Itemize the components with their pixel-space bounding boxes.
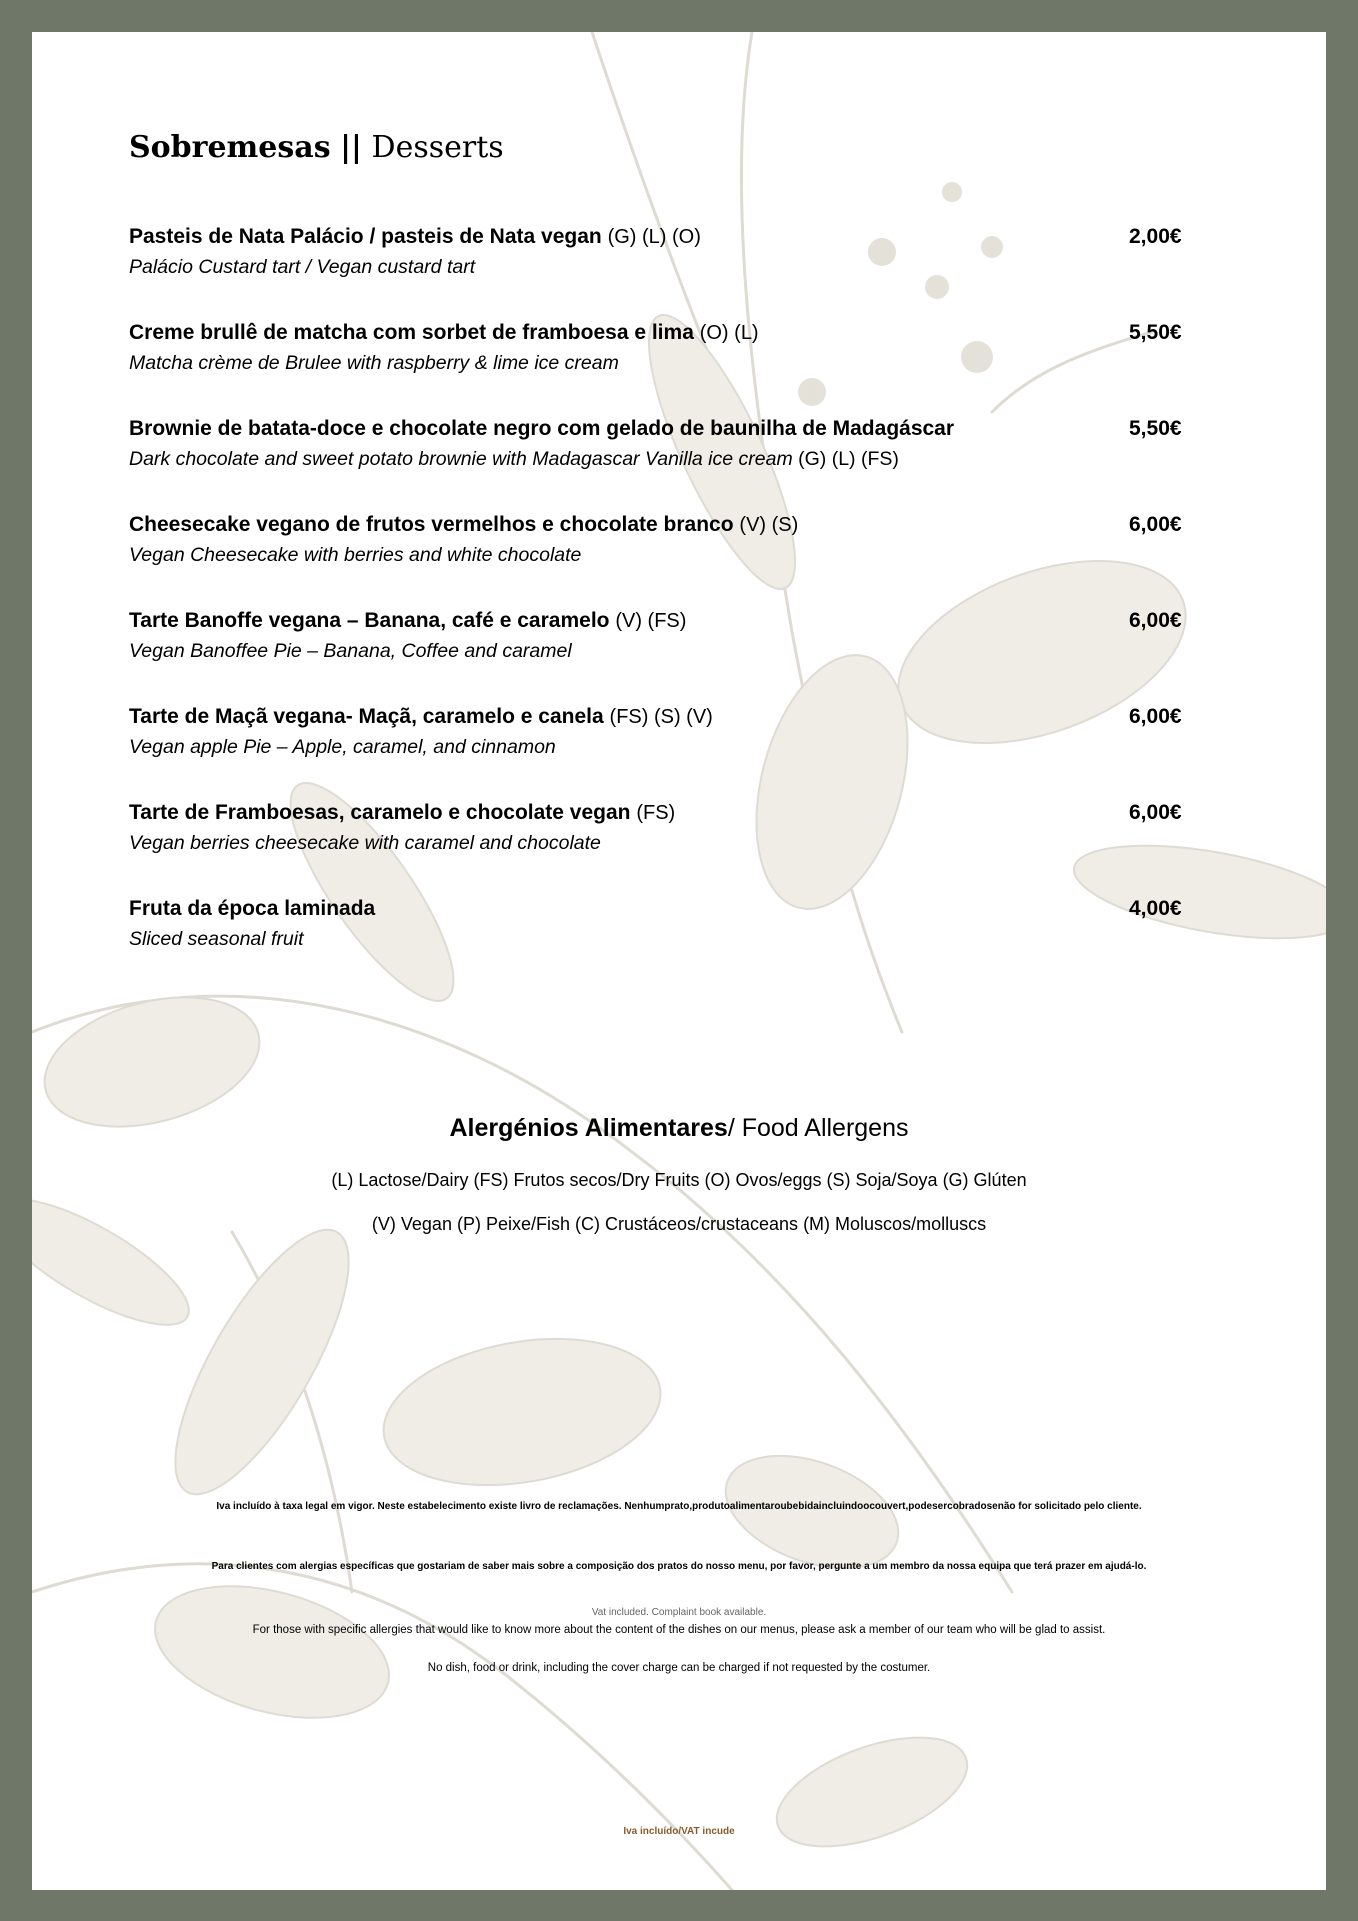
allergy-notice-pt: Para clientes com alergias específicas que gostariam de saber mais sobre a composição dos pratos do nosso menu, por favor, pergunte a um membro da nossa equipa que terá prazer em ajudá-lo. <box>211 1561 1147 1572</box>
item-name-en: Sliced seasonal fruit <box>129 928 304 950</box>
item-price: 5,50€ <box>1129 417 1182 440</box>
title-separator: || <box>340 130 362 165</box>
item-name-en: Vegan apple Pie – Apple, caramel, and cinnamon <box>129 736 556 758</box>
item-name-pt: Tarte de Maçã vegana- Maçã, caramelo e canela <box>129 705 604 728</box>
vat-footer: Iva incluído/VAT incude <box>623 1826 735 1837</box>
legal-notice-pt: Iva incluído à taxa legal em vigor. Neste estabelecimento existe livro de reclamações. Nenhumprato,produtoalimentaroubebidaincluindoocouvert,podesercobradosenão for solicitado pelo cliente. <box>216 1501 1142 1512</box>
menu-item <box>129 510 1182 570</box>
allergens-heading <box>32 1114 1326 1143</box>
item-name-en: Vegan Cheesecake with berries and white chocolate <box>129 544 582 566</box>
item-name-pt: Brownie de batata-doce e chocolate negro com gelado de baunilha de Madagáscar <box>129 417 955 440</box>
title-pt: Sobremesas <box>129 130 331 165</box>
item-name-en: Palácio Custard tart / Vegan custard tart <box>129 256 476 278</box>
page-title <box>129 130 504 165</box>
menu-item <box>129 798 1182 858</box>
item-name-pt: Pasteis de Nata Palácio / pasteis de Nata vegan <box>129 225 602 248</box>
item-name-en: Vegan berries cheesecake with caramel and chocolate <box>129 832 601 854</box>
cover-charge-notice: No dish, food or drink, including the cover charge can be charged if not requested by the costumer. <box>427 1662 931 1674</box>
item-name-pt: Creme brullê de matcha com sorbet de framboesa e lima <box>129 321 694 344</box>
item-price: 6,00€ <box>1129 705 1182 728</box>
allergens-title-pt: Alergénios Alimentares <box>449 1114 728 1142</box>
menu-item <box>129 414 1182 474</box>
menu-item <box>129 894 1182 954</box>
menu-item <box>129 606 1182 666</box>
item-price: 6,00€ <box>1129 609 1182 632</box>
allergens-title-en: / Food Allergens <box>727 1114 909 1142</box>
item-price: 6,00€ <box>1129 801 1182 824</box>
item-allergens: (FS) <box>636 802 676 824</box>
allergen-legend-line: (L) Lactose/Dairy (FS) Frutos secos/Dry Fruits (O) Ovos/eggs (S) Soja/Soya (G) Glúten <box>331 1170 1027 1190</box>
item-price: 4,00€ <box>1129 897 1182 920</box>
item-name-pt: Fruta da época laminada <box>129 897 376 920</box>
item-allergens: (FS) (S) (V) <box>609 706 713 728</box>
menu-item <box>129 222 1182 282</box>
item-name-pt: Tarte Banoffe vegana – Banana, café e caramelo <box>129 609 610 632</box>
item-allergens-en: (G) (L) (FS) <box>798 448 899 470</box>
item-price: 6,00€ <box>1129 513 1182 536</box>
allergy-notice-en: For those with specific allergies that would like to know more about the content of the dishes on our menus, please ask a member of our team who will be glad to assist. <box>252 1624 1106 1636</box>
item-allergens: (V) (FS) <box>615 610 687 632</box>
menu-item <box>129 702 1182 762</box>
item-allergens: (V) (S) <box>739 514 799 536</box>
menu-item <box>129 318 1182 378</box>
title-en: Desserts <box>371 130 504 165</box>
legal-notice-en: Vat included. Complaint book available. <box>591 1607 767 1618</box>
item-name-en: Matcha crème de Brulee with raspberry & lime ice cream <box>129 352 619 374</box>
item-name-en: Dark chocolate and sweet potato brownie with Madagascar Vanilla ice cream <box>129 448 793 470</box>
allergen-legend-line: (V) Vegan (P) Peixe/Fish (C) Crustáceos/crustaceans (M) Moluscos/molluscs <box>371 1214 987 1234</box>
item-price: 5,50€ <box>1129 321 1182 344</box>
item-name-en: Vegan Banoffee Pie – Banana, Coffee and caramel <box>129 640 572 662</box>
item-name-pt: Tarte de Framboesas, caramelo e chocolate vegan <box>129 801 631 824</box>
item-allergens: (G) (L) (O) <box>607 226 701 248</box>
item-name-pt: Cheesecake vegano de frutos vermelhos e chocolate branco <box>129 513 734 536</box>
item-price: 2,00€ <box>1129 225 1182 248</box>
menu-page <box>32 32 1326 1890</box>
item-allergens: (O) (L) <box>699 322 759 344</box>
